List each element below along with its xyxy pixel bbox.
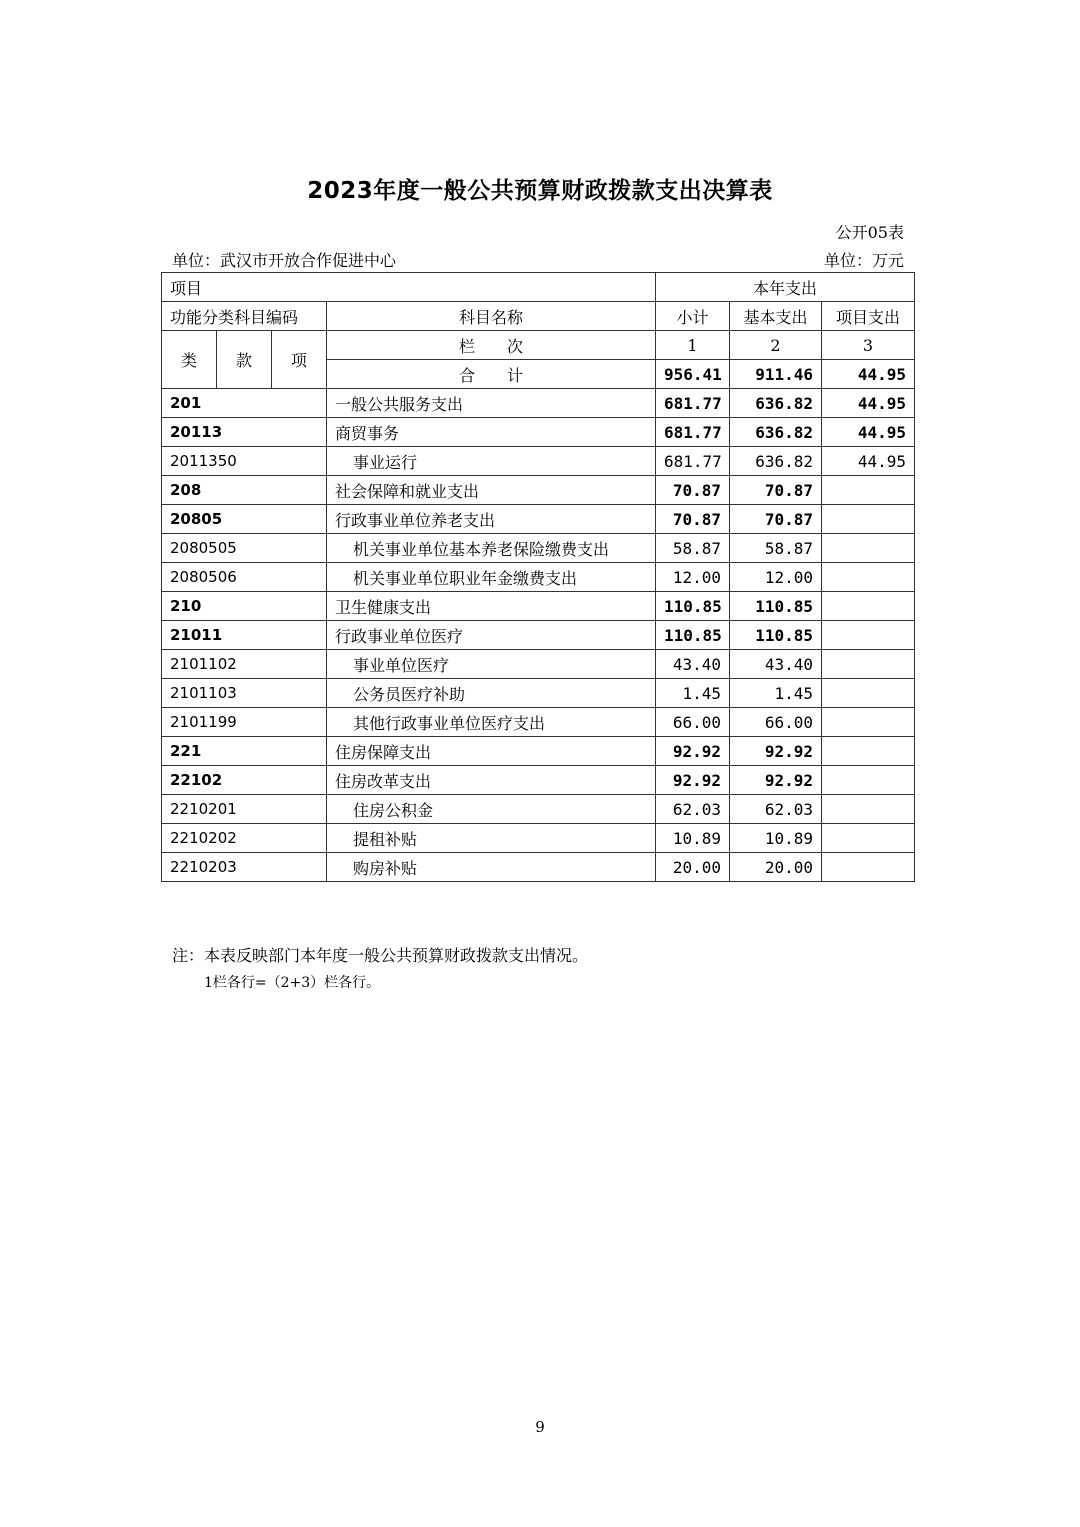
row-subtotal: 10.89 (656, 824, 730, 853)
unit-organization: 单位：武汉市开放合作促进中心 (172, 251, 397, 270)
table-row (162, 650, 915, 679)
header-basic: 基本支出 (730, 302, 822, 331)
header-row-3 (162, 331, 915, 360)
row-project (822, 534, 915, 563)
row-name: 住房保障支出 (327, 737, 656, 766)
row-subtotal: 681.77 (656, 447, 730, 476)
row-code: 210 (162, 592, 327, 621)
row-name: 提租补贴 (327, 824, 656, 853)
row-name: 商贸事务 (327, 418, 656, 447)
row-project (822, 766, 915, 795)
row-code: 2210202 (162, 824, 327, 853)
row-name: 机关事业单位基本养老保险缴费支出 (327, 534, 656, 563)
row-basic: 58.87 (730, 534, 822, 563)
row-subtotal: 58.87 (656, 534, 730, 563)
row-name: 卫生健康支出 (327, 592, 656, 621)
page-number: 9 (535, 1418, 545, 1436)
row-code: 20805 (162, 505, 327, 534)
row-subtotal: 681.77 (656, 389, 730, 418)
row-basic: 10.89 (730, 824, 822, 853)
form-number: 公开05表 (835, 223, 904, 242)
row-project (822, 853, 915, 882)
row-basic: 66.00 (730, 708, 822, 737)
row-project (822, 708, 915, 737)
table-row (162, 708, 915, 737)
row-basic: 92.92 (730, 737, 822, 766)
note-line-1: 注：本表反映部门本年度一般公共预算财政拨款支出情况。 (172, 946, 589, 965)
header-lanci: 栏 次 (327, 331, 656, 360)
row-name: 一般公共服务支出 (327, 389, 656, 418)
table-row (162, 621, 915, 650)
row-name: 事业运行 (327, 447, 656, 476)
row-name: 住房改革支出 (327, 766, 656, 795)
row-subtotal: 66.00 (656, 708, 730, 737)
total-basic: 911.46 (730, 360, 822, 389)
table-row (162, 418, 915, 447)
table-row (162, 795, 915, 824)
table-row (162, 447, 915, 476)
row-name: 行政事业单位养老支出 (327, 505, 656, 534)
row-basic: 62.03 (730, 795, 822, 824)
row-subtotal: 110.85 (656, 592, 730, 621)
row-subtotal: 62.03 (656, 795, 730, 824)
row-code: 2210203 (162, 853, 327, 882)
row-project (822, 505, 915, 534)
header-current-year: 本年支出 (656, 273, 915, 302)
table-row (162, 853, 915, 882)
row-code: 20113 (162, 418, 327, 447)
table-row (162, 824, 915, 853)
row-basic: 636.82 (730, 447, 822, 476)
header-col3: 3 (822, 331, 915, 360)
header-xiang: 项 (272, 331, 327, 389)
row-name: 事业单位医疗 (327, 650, 656, 679)
table-row (162, 505, 915, 534)
row-basic: 12.00 (730, 563, 822, 592)
header-subtotal: 小计 (656, 302, 730, 331)
row-basic: 92.92 (730, 766, 822, 795)
row-subtotal: 110.85 (656, 621, 730, 650)
row-project (822, 679, 915, 708)
row-code: 2080506 (162, 563, 327, 592)
row-project: 44.95 (822, 389, 915, 418)
row-code: 2011350 (162, 447, 327, 476)
row-basic: 636.82 (730, 389, 822, 418)
row-code: 22102 (162, 766, 327, 795)
budget-table (161, 272, 915, 882)
row-project (822, 795, 915, 824)
header-kuan: 款 (217, 331, 272, 389)
row-basic: 110.85 (730, 621, 822, 650)
total-project: 44.95 (822, 360, 915, 389)
row-project (822, 476, 915, 505)
row-code: 221 (162, 737, 327, 766)
note-line-2: 1栏各行=（2+3）栏各行。 (204, 975, 381, 991)
header-project-exp: 项目支出 (822, 302, 915, 331)
row-basic: 43.40 (730, 650, 822, 679)
header-row-1 (162, 273, 915, 302)
row-code: 208 (162, 476, 327, 505)
row-name: 公务员医疗补助 (327, 679, 656, 708)
row-code: 201 (162, 389, 327, 418)
row-name: 社会保障和就业支出 (327, 476, 656, 505)
table-row (162, 592, 915, 621)
total-subtotal: 956.41 (656, 360, 730, 389)
row-subtotal: 92.92 (656, 737, 730, 766)
row-code: 2080505 (162, 534, 327, 563)
row-project: 44.95 (822, 447, 915, 476)
row-project (822, 737, 915, 766)
header-project: 项目 (162, 273, 656, 302)
table-row (162, 737, 915, 766)
unit-currency: 单位：万元 (823, 251, 904, 270)
table-row (162, 389, 915, 418)
row-project (822, 592, 915, 621)
table-row (162, 766, 915, 795)
row-subtotal: 20.00 (656, 853, 730, 882)
row-subtotal: 12.00 (656, 563, 730, 592)
row-name: 行政事业单位医疗 (327, 621, 656, 650)
row-name: 其他行政事业单位医疗支出 (327, 708, 656, 737)
row-name: 机关事业单位职业年金缴费支出 (327, 563, 656, 592)
header-func-code: 功能分类科目编码 (162, 302, 327, 331)
row-subtotal: 681.77 (656, 418, 730, 447)
table-row (162, 534, 915, 563)
row-name: 购房补贴 (327, 853, 656, 882)
row-subtotal: 1.45 (656, 679, 730, 708)
row-project (822, 563, 915, 592)
row-basic: 636.82 (730, 418, 822, 447)
table-row (162, 476, 915, 505)
header-col1: 1 (656, 331, 730, 360)
table-row (162, 679, 915, 708)
header-class: 类 (162, 331, 217, 389)
row-code: 2101199 (162, 708, 327, 737)
row-project: 44.95 (822, 418, 915, 447)
row-code: 2101102 (162, 650, 327, 679)
row-project (822, 650, 915, 679)
row-code: 2101103 (162, 679, 327, 708)
row-basic: 70.87 (730, 505, 822, 534)
row-basic: 1.45 (730, 679, 822, 708)
row-name: 住房公积金 (327, 795, 656, 824)
row-basic: 20.00 (730, 853, 822, 882)
header-col2: 2 (730, 331, 822, 360)
row-subtotal: 43.40 (656, 650, 730, 679)
row-project (822, 621, 915, 650)
table-row (162, 563, 915, 592)
row-basic: 70.87 (730, 476, 822, 505)
row-code: 21011 (162, 621, 327, 650)
row-project (822, 824, 915, 853)
row-subtotal: 92.92 (656, 766, 730, 795)
header-subject-name: 科目名称 (327, 302, 656, 331)
row-basic: 110.85 (730, 592, 822, 621)
header-row-2 (162, 302, 915, 331)
row-subtotal: 70.87 (656, 505, 730, 534)
row-code: 2210201 (162, 795, 327, 824)
page-title: 2023年度一般公共预算财政拨款支出决算表 (307, 178, 773, 204)
total-label: 合 计 (327, 360, 656, 389)
row-subtotal: 70.87 (656, 476, 730, 505)
